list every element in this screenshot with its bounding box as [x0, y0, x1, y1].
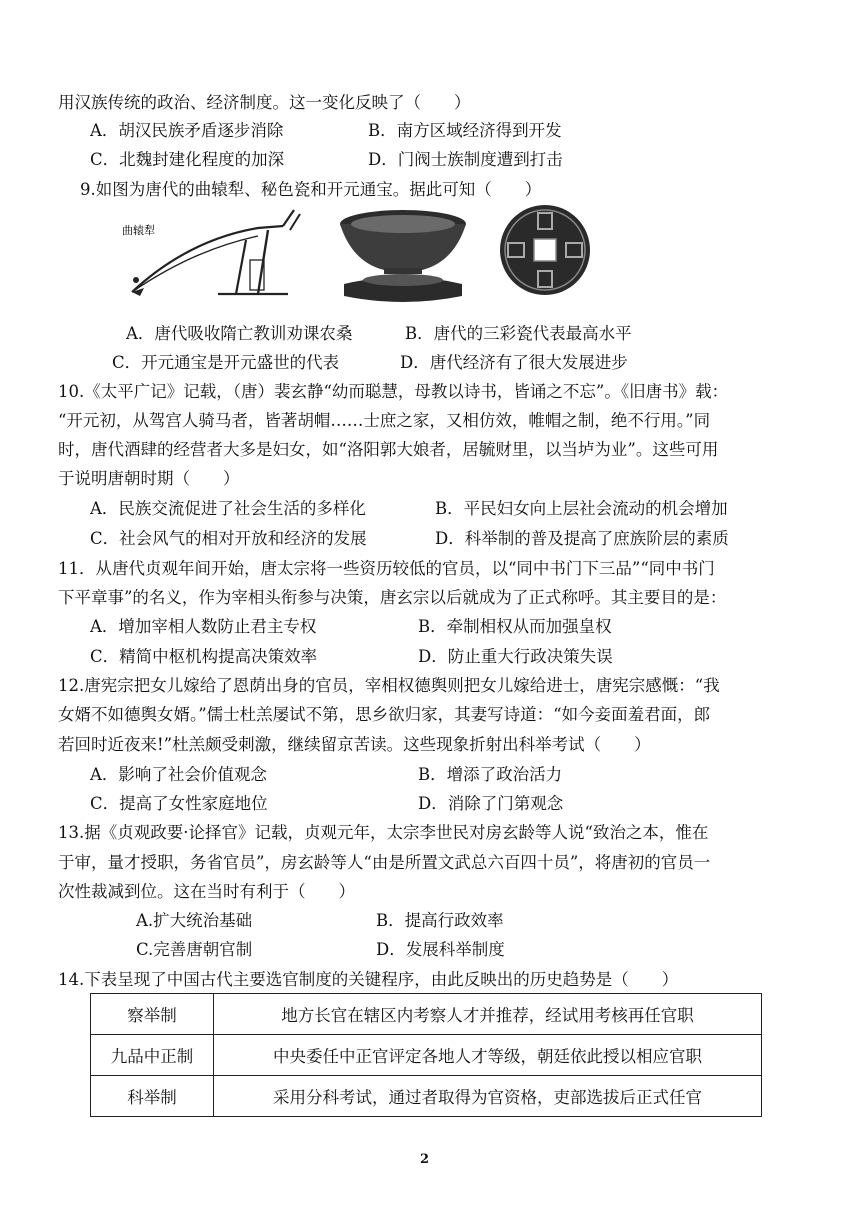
q13-option-d: D．发展科举制度 — [376, 940, 505, 959]
page-number: 2 — [420, 1152, 430, 1167]
q10-option-c: C．社会风气的相对开放和经济的发展 — [90, 529, 367, 548]
kaiyuan-coin-illustration — [498, 203, 592, 297]
q10-line-4: 于说明唐朝时期（ ） — [58, 469, 240, 488]
table-row — [91, 1076, 762, 1117]
q10-option-a: A．民族交流促进了社会生活的多样化 — [90, 499, 366, 518]
q13-line-3: 次性裁减到位。这在当时有利于（ ） — [58, 882, 355, 901]
system-name-cell: 九品中正制 — [91, 1035, 214, 1076]
q10-line-2: “开元初，从驾宫人骑马者，皆著胡帽……士庶之家，又相仿效，帷帽之制，绝不行用。”同 — [58, 411, 711, 430]
table-row — [91, 994, 762, 1035]
q10-option-d: D．科举制的普及提高了庶族阶层的素质 — [435, 529, 729, 548]
q12-option-b: B．增添了政治活力 — [418, 765, 563, 784]
procedure-cell: 中央委任中正官评定各地人才等级，朝廷依此授以相应官职 — [214, 1035, 762, 1076]
system-name-cell: 察举制 — [91, 994, 214, 1035]
q11-option-c: C．精简中枢机构提高决策效率 — [90, 647, 318, 666]
q12-line-2: 女婿不如德舆女婿。”儒士杜羔屡试不第，思乡欲归家，其妻写诗道：“如今妾面羞君面，郎 — [58, 705, 711, 724]
q11-line-2: 下平章事”的名义，作为宰相头衔参与决策，唐玄宗以后就成为了正式称呼。其主要目的是： — [58, 588, 727, 607]
q13-option-c: C.完善唐朝官制 — [136, 940, 253, 959]
q13-option-b: B．提高行政效率 — [376, 911, 504, 930]
q12-option-d: D．消除了门第观念 — [418, 794, 564, 813]
q10-option-b: B．平民妇女向上层社会流动的机会增加 — [435, 499, 728, 518]
q8-option-d: D．门阀士族制度遭到打击 — [368, 150, 563, 169]
q10-line-3: 时，唐代酒肆的经营者大多是妇女，如“洛阳郭大娘者，居毓财里，以当垆为业”。这些可用 — [58, 440, 719, 459]
q9-option-a: A．唐代吸收隋亡教训劝课农桑 — [126, 324, 353, 343]
q13-option-a: A.扩大统治基础 — [136, 911, 253, 930]
q11-line-1: 11．从唐代贞观年间开始，唐太宗将一些资历较低的官员，以“同中书门下三品”“同中书门 — [58, 559, 715, 578]
q13-line-1: 13.据《贞观政要·论择官》记载，贞观元年，太宗李世民对房玄龄等人说“致治之本，惟在 — [58, 823, 709, 842]
system-name-cell: 科举制 — [91, 1076, 214, 1117]
q11-option-b: B．牵制相权从而加强皇权 — [418, 617, 612, 636]
q12-line-3: 若回时近夜来!”杜羔颇受刺激，继续留京苦读。这些现象折射出科举考试（ ） — [58, 735, 651, 754]
curved-plow-illustration — [122, 210, 300, 296]
q11-option-a: A．增加宰相人数防止君主专权 — [90, 617, 317, 636]
plow-label: 曲辕犁 — [122, 224, 155, 237]
q9-option-b: B．唐代的三彩瓷代表最高水平 — [405, 324, 632, 343]
procedure-cell: 地方长官在辖区内考察人才并推荐，经试用考核再任官职 — [214, 994, 762, 1035]
table-row — [91, 1035, 762, 1076]
tang-artifacts-figure — [118, 200, 498, 310]
q8-option-c: C．北魏封建化程度的加深 — [90, 150, 285, 169]
q9-option-d: D．唐代经济有了很大发展进步 — [400, 353, 628, 372]
q8-option-a: A．胡汉民族矛盾逐步消除 — [90, 121, 284, 140]
q14-stem: 14.下表呈现了中国古代主要选官制度的关键程序，由此反映出的历史趋势是（ ） — [58, 970, 679, 989]
celadon-bowl-illustration — [340, 210, 466, 302]
q9-stem: 9.如图为唐代的曲辕犁、秘色瓷和开元通宝。据此可知（ ） — [80, 180, 542, 199]
q8-stem-tail: 用汉族传统的政治、经济制度。这一变化反映了（ ） — [58, 93, 471, 112]
q13-line-2: 于审，量才授职，务省官员”，房玄龄等人“由是所置文武总六百四十员”，将唐初的官员一 — [58, 853, 711, 872]
q9-option-c: C．开元通宝是开元盛世的代表 — [112, 353, 340, 372]
q12-line-1: 12.唐宪宗把女儿嫁给了恩荫出身的官员，宰相权德舆则把女儿嫁给进士，唐宪宗感慨：“我 — [58, 676, 720, 695]
q12-option-a: A．影响了社会价值观念 — [90, 765, 267, 784]
q12-option-c: C．提高了女性家庭地位 — [90, 794, 268, 813]
procedure-cell: 采用分科考试，通过者取得为官资格，吏部选拔后正式任官 — [214, 1076, 762, 1117]
q8-option-b: B．南方区域经济得到开发 — [368, 121, 562, 140]
q10-line-1: 10.《太平广记》记载，（唐）裴玄静“幼而聪慧，母教以诗书，皆诵之不忘”。《旧唐书》载： — [58, 382, 729, 401]
q11-option-d: D．防止重大行政决策失误 — [418, 647, 613, 666]
selection-system-table — [90, 993, 762, 1117]
